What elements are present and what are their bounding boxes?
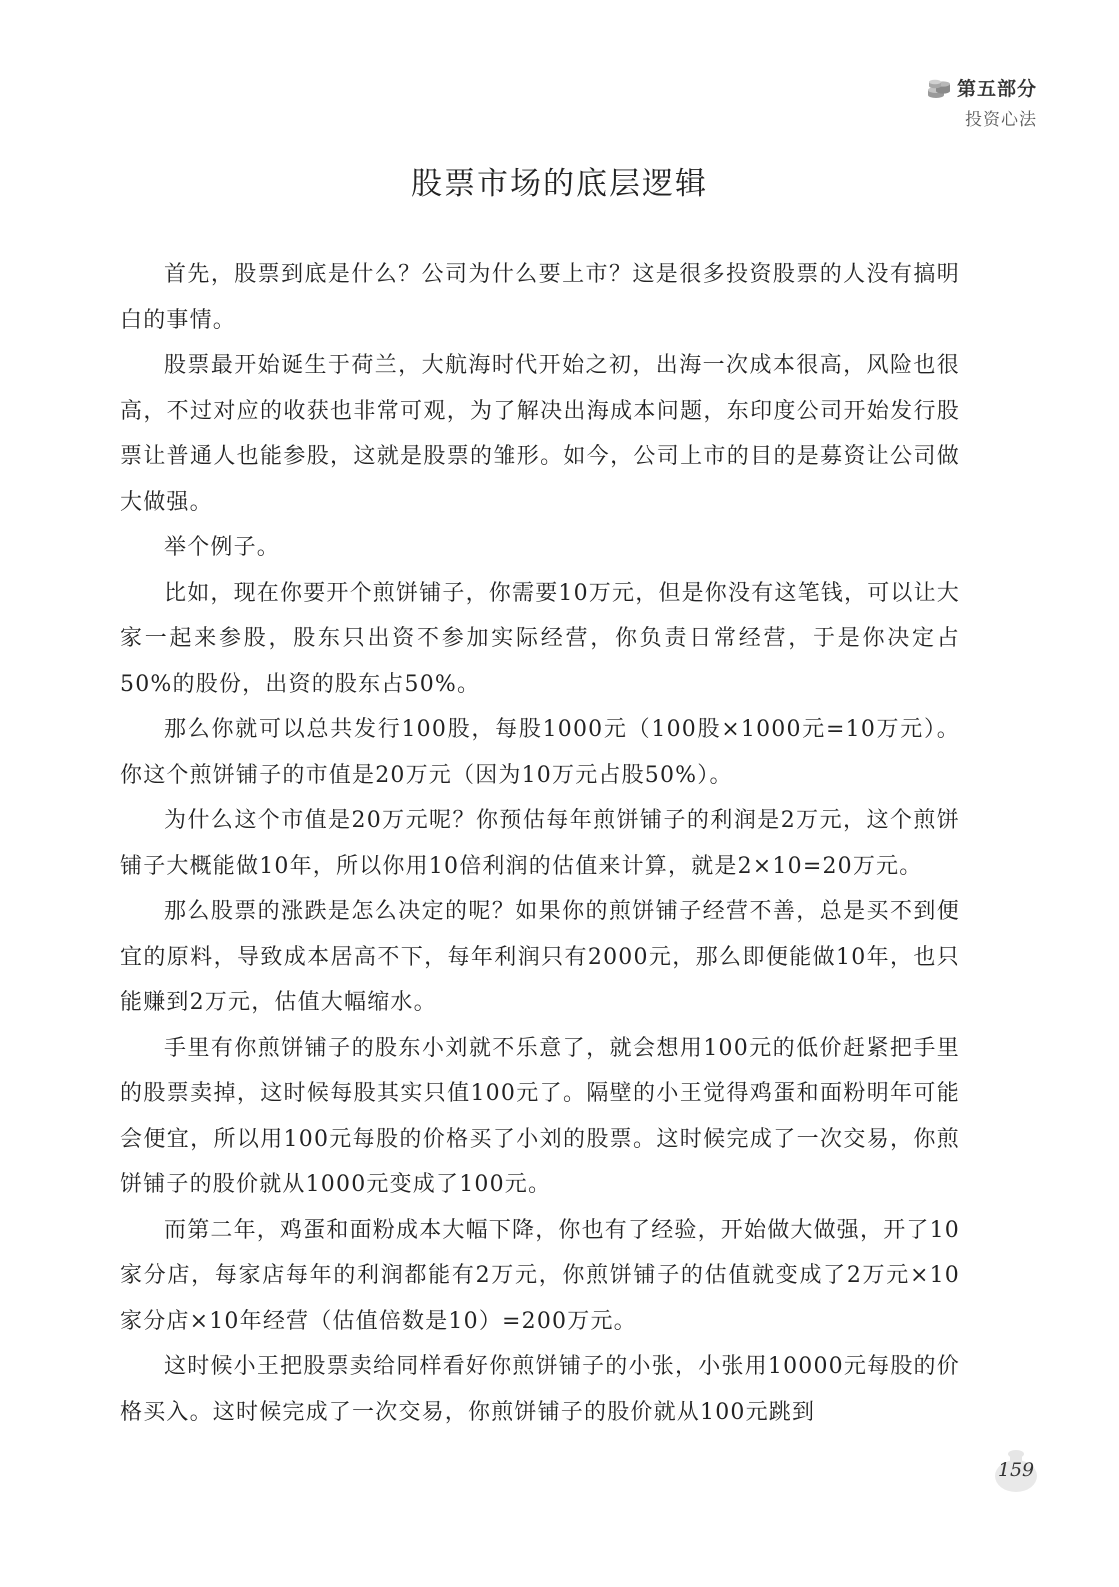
- body-text: [120, 252, 960, 1435]
- part-subtitle: 投资心法: [965, 110, 1037, 130]
- paragraph: 比如，现在你要开个煎饼铺子，你需要10万元，但是你没有这笔钱，可以让大家一起来参股，股东只出资不参加实际经营，你负责日常经营，于是你决定占50%的股份，出资的股东占50%。: [120, 580, 960, 697]
- paragraph: 那么你就可以总共发行100股，每股1000元（100股×1000元=10万元）。你这个煎饼铺子的市值是20万元（因为10万元占股50%）。: [120, 717, 960, 788]
- paragraph: 那么股票的涨跌是怎么决定的呢？如果你的煎饼铺子经营不善，总是买不到便宜的原料，导致成本居高不下，每年利润只有2000元，那么即便能做10年，也只能赚到2万元，估值大幅缩水。: [120, 899, 960, 1015]
- running-header: [927, 74, 1037, 130]
- part-label: 第五部分: [956, 78, 1037, 100]
- paragraph: 手里有你煎饼铺子的股东小刘就不乐意了，就会想用100元的低价赶紧把手里的股票卖掉，这时候每股其实只值100元了。隔壁的小王觉得鸡蛋和面粉明年可能会便宜，所以用100元每股的价格买了小刘的股票。这时候完成了一次交易，你煎饼铺子的股价就从1000元变成了100元。: [120, 1035, 960, 1197]
- coins-icon: [927, 77, 951, 99]
- paragraph: 首先，股票到底是什么？公司为什么要上市？这是很多投资股票的人没有搞明白的事情。: [120, 262, 960, 333]
- paragraph: 这时候小王把股票卖给同样看好你煎饼铺子的小张，小张用10000元每股的价格买入。这时候完成了一次交易，你煎饼铺子的股价就从100元跳到: [120, 1354, 960, 1425]
- page-number-badge: [993, 1447, 1039, 1493]
- paragraph: 举个例子。: [164, 535, 281, 560]
- paragraph: 为什么这个市值是20万元呢？你预估每年煎饼铺子的利润是2万元，这个煎饼铺子大概能做10年，所以你用10倍利润的估值来计算，就是2×10=20万元。: [120, 808, 960, 879]
- page-number: 159: [997, 1459, 1035, 1481]
- part-heading: [927, 74, 1037, 101]
- paragraph: 而第二年，鸡蛋和面粉成本大幅下降，你也有了经验，开始做大做强，开了10家分店，每家店每年的利润都能有2万元，你煎饼铺子的估值就变成了2万元×10家分店×10年经营（估值倍数是10）=200万元。: [120, 1217, 960, 1334]
- chapter-title: 股票市场的底层逻辑: [411, 166, 708, 202]
- paragraph: 股票最开始诞生于荷兰，大航海时代开始之初，出海一次成本很高，风险也很高，不过对应的收获也非常可观，为了解决出海成本问题，东印度公司开始发行股票让普通人也能参股，这就是股票的雏形。如今，公司上市的目的是募资让公司做大做强。: [120, 353, 960, 515]
